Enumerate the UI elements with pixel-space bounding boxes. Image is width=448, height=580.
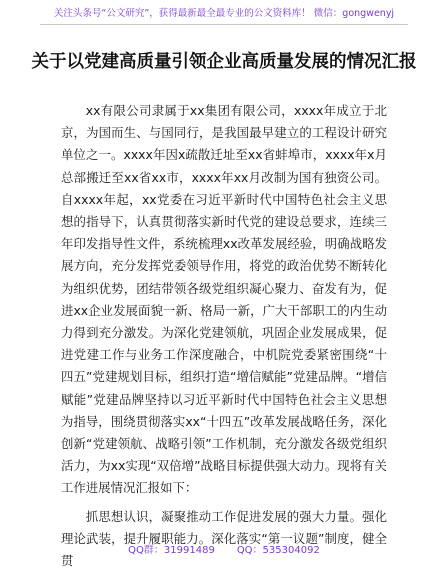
document-body	[61, 100, 387, 572]
body-paragraph: 抓思想认识，凝聚推动工作促进发展的强大力量。强化理论武装，提升履职能力。深化落实“第一议题”制度，健全贯	[61, 508, 387, 569]
body-paragraph: xx有限公司隶属于xx集团有限公司，xxxx年成立于北京，为国而生、与国同行，是我国最早建立的工程设计研究单位之一。xxxx年因x疏散迁址至xx省蚌埠市，xxxx年x月总部搬迁至xx省xx市，xxxx年xx月改制为国有独资公司。自xxxx年起，xx党委在习近平新时代中国特色社会主义思想的指导下，认真贯彻落实新时代党的建设总要求，连续三年印发指导性文件，系统梳理xx改革发展经验，明确战略发展方向，充分发挥党委领导作用，将党的政治优势不断转化为组织优势，团结带领各级党组织凝心聚力、奋发有为，促进xx企业发展面貌一新、格局一新，广大干部职工的内生动力得到充分激发。为深化党建领航，巩固企业发展成果，促进党建工作与业务工作深度融合，中机院党委紧密围绕“十四五”党建规划目标，组织打造“增信赋能”党建品牌。“增信赋能”党建品牌坚持以习近平新时代中国特色社会主义思想为指导，围绕贯彻落实xx“十四五”改革发展战略任务，深化创新“党建领航、战略引领”工作机制，充分激发各级党组织活力，为xx实现“双倍增”战略目标提供强大动力。现将有关工作进展情况汇报如下：	[61, 103, 387, 496]
header-note: 关注头条号“公文研究”，获得最新最全最专业的公文资料库！ 微信：gongwenyj	[53, 8, 395, 19]
footer-qq-group: QQ群：31991489	[128, 545, 215, 556]
document-title: 关于以党建高质量引领企业高质量发展的情况汇报	[31, 52, 417, 72]
footer	[0, 541, 448, 556]
header-divider	[40, 24, 408, 25]
footer-qq: QQ：535304092	[236, 545, 320, 556]
